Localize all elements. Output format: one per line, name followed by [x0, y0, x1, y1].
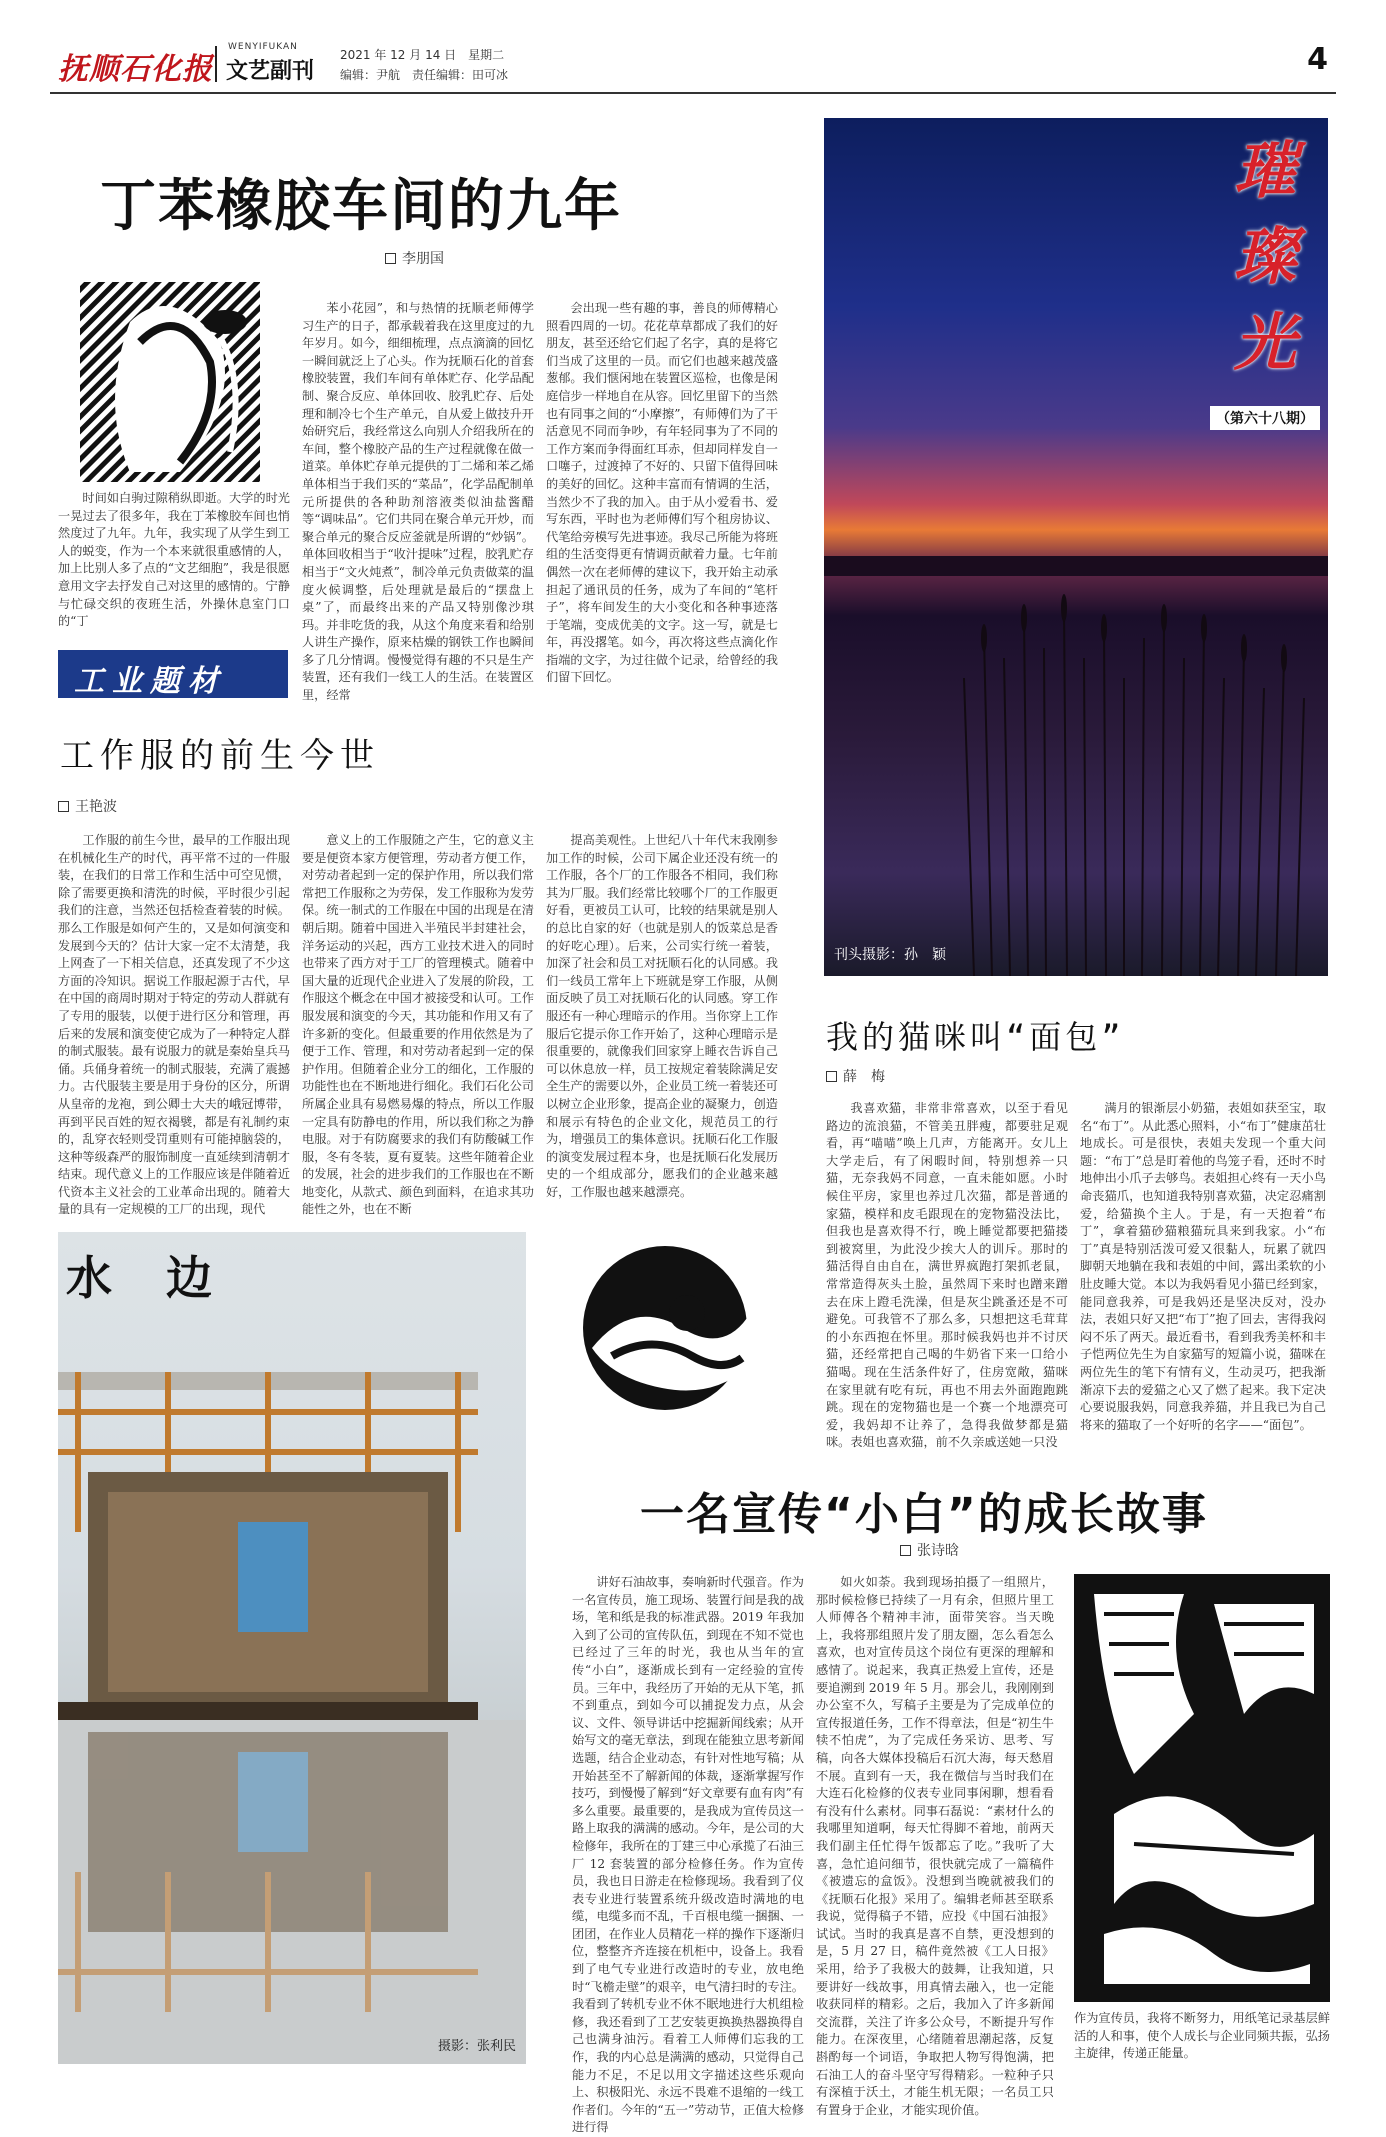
- woodcut-illustration: [70, 282, 270, 487]
- article2-column-2: 意义上的工作服随之产生，它的意义主要是便资本家方便管理，劳动者方便工作，对劳动者起到一定的保护作用，所以我们常常把工作服称之为劳保，发工作服称为发劳保。统一制式的工作服在中国的出现是在清朝后期。随着中国进入半殖民半封建社会，洋务运动的兴起，西方工业技术进入的同时也带来了西方对于工厂的管理模式。随着中国大量的近现代企业进入了发展的阶段，工作服这个概念在中国才被接受和认可。工作服发展和演变的今天，其功能和作用又有了许多新的变化。但最重要的作用依然是为了便于工作、管理，和对劳动者起到一定的保护作用。但随着企业分工的细化，工作服的功能性也在不断地进行细化。我们石化公司所属企业具有易燃易爆的特点，所以工作服一定具有防静电的作用，所以我们称之为静电服。对于有防腐要求的我们有防酸碱工作服，冬有冬装，夏有夏装。这些年随着企业的发展，社会的进步我们的工作服也在不断地变化，从款式、颜色到面料，在追求其功能性之外，也在不断: [302, 833, 534, 1217]
- column-brand-text: 工业题材: [74, 664, 226, 699]
- worker-woodcut-graphic: [1074, 1574, 1330, 2002]
- waterside-photo: [58, 1232, 526, 2064]
- column-brand-banner: [58, 650, 288, 698]
- article4-column-1: 讲好石油故事，奏响新时代强音。作为一名宣传员，施工现场、装置行间是我的战场，笔和纸是我的标准武器。2019 年我加入到了公司的宣传队伍，到现在不知不觉也已经过了三年的时光，我也从当年的宣传“小白”，逐渐成长到有一定经验的宣传员。三年中，我经历了开始的无从下笔，抓不到重点，到如今可以捕捉发力点，从会议、文件、领导讲话中挖掘新闻线索；从开始写文的毫无章法，到现在能独立思考新闻选题，结合企业动态，有针对性地写稿；从开始甚至不了解新闻的体裁，逐渐掌握写作技巧，到慢慢了解到“好文章要有血有肉”有多么重要。最重要的，是我成为宣传员这一路上取我的满满的感动。今年，是公司的大检修年，我所在的丁建三中心承揽了石油三厂 12 套装置的部分检修任务。作为宣传员，我也日日游走在检修现场。我看到了仪表专业进行装置系统升级改造时满地的电缆，电缆多而不乱，千百根电缆一捆捆、一团团，在作业人员精花一样的操作下逐渐归位，整整齐齐连接在机柜中，设备上。我看到了电气专业进行改造时的专业，放电绝时“飞檐走壁”的艰辛，电气清扫时的专注。我看到了转机专业不休不眠地进行大机组检修，我还看到了工艺安装更换换热器换得自己也满身油污。看着工人师傅们忘我的工作，我的内心总是满满的感动，只觉得自己能力不足，不足以用文字描述这些乐观向上、积极阳光、永远不畏难不退缩的一线工作者们。今年的“五一”劳动节，正值大检修进行得: [572, 1575, 804, 2135]
- byline-box-icon: [826, 1071, 837, 1082]
- photo-top-credit: 刊头摄影：孙 颖: [834, 947, 946, 963]
- article3-author: 薛 梅: [843, 1069, 885, 1085]
- article4-title: 一名宣传“小白”的成长故事: [640, 1489, 1208, 1540]
- article4-column-3: 作为宣传员，我将不断努力，用纸笔记录基层鲜活的人和事，使个人成长与企业同频共振，弘扬主旋律，传递正能量。: [1074, 2011, 1330, 2061]
- masthead-rule: [50, 92, 1336, 94]
- article2-column-3: 提高美观性。上世纪八十年代末我刚参加工作的时候，公司下属企业还没有统一的工作服，各个厂的工作服各不相同，我们称其为厂服。我们经常比较哪个厂的工作服更好看，更被员工认可，比较的结果就是别人的总比自家的好（也就是别人的饭菜总是香的好吃心理）。后来，公司实行统一着装，加深了社会和员工对抚顺石化的认同感。我们一线员工常年上下班就是穿工作服，从侧面反映了员工对抚顺石化的认同感。穿工作服还有一种心理暗示的作用。当你穿上工作服后它提示你工作开始了，这种心理暗示是很重要的，就像我们回家穿上睡衣告诉自己可以休息放一样，员工按规定着装除满足安全生产的需要以外，企业员工统一着装还可以树立企业形象，提高企业的凝聚力，创造和展示有特色的企业文化，规范员工的行为，增强员工的集体意识。抚顺石化工作服的演变发展过程本身，也是抚顺石化发展历史的一个组成部分，愿我们的企业越来越好，工作服也越来越漂亮。: [546, 833, 778, 1199]
- photo-title-art: 璀璨光: [1234, 134, 1297, 379]
- page-number: 4: [1307, 42, 1328, 77]
- masthead: [50, 40, 1336, 90]
- article1-column-1: 苯小花园”，和与热情的抚顺老师傅学习生产的日子，都承载着我在这里度过的九年岁月。如今，细细梳理，点点滴滴的回忆一瞬间就泛上了心头。作为抚顺石化的首套橡胶装置，我们车间有单体贮存、化学品配制、聚合反应、单体回收、胶乳贮存、后处理和制冷七个生产单元，自从爱上做技升开始研究后，我经常这么向别人介绍我所在的车间，整个橡胶产品的生产过程就像在做一道菜。单体贮存单元提供的丁二烯和苯乙烯单体相当于我们买的“菜品”，化学品配制单元所提供的各种助剂溶液类似油盐酱醋等“调味品”。它们共同在聚合单元开炒，而聚合单元的聚合反应釜就是所谓的“炒锅”。单体回收相当于“收汁提味”过程，胶乳贮存相当于“文火炖煮”，制冷单元负责做菜的温度火候调整，后处理就是最后的“摆盘上桌”了，而最终出来的产品又特别像沙琪玛。并非吃货的我，从这个角度来看和给别人讲生产操作，原来枯燥的钢铁工作也瞬间多了几分情调。慢慢觉得有趣的不只是生产装置，还有我们一线工人的生活。在装置区里，经常: [302, 301, 534, 703]
- article1-column-2: 会出现一些有趣的事，善良的师傅精心照看四周的一切。花花草草都成了我们的好朋友，甚至还给它们起了名字，真的是将它们当成了这里的一员。而它们也越来越茂盛葱郁。我们惬闲地在装置区巡检，也像是闲庭信步一样地自在从容。回忆里留下的当然也有同事之间的“小摩擦”，有师傅们为了干活意见不同而争吵，有年轻同事为了不同的工作方案而争得面红耳赤，但却同样发自一口噻子，过渡掉了不好的、只留下值得回味的美好的回忆。这种丰富而有情调的生活，当然少不了我的加入。由于从小爱看书、爱写东西，平时也为老师傅们写个租房协议、代笔给旁模写先进事迹。我尽己所能为将班组的生活变得更有情调贡献着力量。七年前偶然一次在老师傅的建议下，我开始主动承担起了通讯员的任务，成为了车间的“笔杆子”，将车间发生的大小变化和各种事迹落于笔端，变成优美的文字。这一写，就是七年，再没撂笔。如今，再次将这些点滴化作指端的文字，为过往做个记录，给曾经的我们留下回忆。: [546, 301, 778, 685]
- editors: 编辑：尹航 责任编辑：田可冰: [340, 68, 509, 82]
- masthead-logo: 抚顺石化报: [58, 52, 213, 87]
- photo-issue-label: （第六十八期）: [1210, 406, 1320, 430]
- article1-author: 李朋国: [402, 251, 444, 267]
- article2-title: 工作服的前生今世: [60, 736, 380, 776]
- article2-column-1: 工作服的前生今世，最早的工作服出现在机械化生产的时代，再平常不过的一件服装，在我们的日常工作和生活中可空见惯，除了需要更换和清洗的时候，平时很少引起我们的注意，当然还包括检查着装的时候。那么工作服是如何产生的，又是如何演变和发展到今天的？估计大家一定不太清楚，我上网查了一下相关信息，还真发现了不少这方面的冷知识。据说工作服起源于古代，早在中国的商周时期对于特定的劳动人群就有了专用的服装，以便于进行区分和管理，再后来的发展和演变使它成为了一种特定人群的制式服装。最有说服力的就是秦始皇兵马俑。兵俑身着统一的制式服装，充满了震撼力。古代服装主要是用于身份的区分，所谓从皇帝的龙袍，到公卿士大夫的峨冠博带，再到平民百姓的短衣褐襞，都是有礼制约束的，乱穿衣轻则受罚重则有可能掉脑袋的，这种等级森严的服饰制度一直延续到清朝才结束。现代意义上的工作服应该是伴随着近代资本主义社会的工业革命出现的。随着大量的具有一定规模的工厂的出现，现代: [58, 833, 290, 1217]
- sunset-photo: [824, 118, 1328, 976]
- masthead-divider: [215, 46, 217, 82]
- article1-title: 丁苯橡胶车间的九年: [100, 174, 622, 239]
- article3-title: 我的猫咪叫“面包”: [826, 1018, 1125, 1056]
- byline-box-icon: [385, 253, 396, 264]
- byline-box-icon: [900, 1545, 911, 1556]
- article3-byline: [826, 1066, 885, 1086]
- photo-bottom-title: 水 边: [66, 1251, 216, 1305]
- article3-column-2: 满月的银渐层小奶猫，表姐如获至宝，取名“布丁”。从此悉心照料，小“布丁”健康茁壮地成长。可是很快，表姐夫发现一个重大问题：“布丁”总是盯着他的鸟笼子看，还时不时地伸出小爪子去够鸟。表姐担心终有一天小鸟命丧猫爪，也知道我特别喜欢猫，决定忍痛割爱，给猫换个主人。于是，有一天抱着“布丁”，拿着猫砂猫粮猫玩具来到我家。小“布丁”真是特别活泼可爱又很黏人，玩累了就四脚朝天地躺在我和表姐的中间，露出柔软的小肚皮睡大觉。本以为我妈看见小猫已经到家，能同意我养，可是我妈还是坚决反对，没办法，表姐只好又把“布丁”抱了回去，害得我闷闷不乐了两天。最近看书，看到我秀美杯和丰子恺两位先生为自家猫写的短篇小说，猫咪在两位先生的笔下有情有义，生动灵巧，把我渐渐凉下去的爱猫之心又了燃了起来。我下定决心要说服我妈，同意我养猫，并且我已为自己将来的猫取了一个好听的名字——“面包”。: [1080, 1101, 1326, 1432]
- worker-woodcut: [1074, 1574, 1330, 2002]
- article4-byline: [900, 1540, 959, 1560]
- cat-illustration: [572, 1238, 758, 1418]
- article4-author: 张诗晗: [917, 1543, 959, 1559]
- article2-byline: [58, 796, 117, 816]
- pier-graphic: [58, 1232, 526, 2064]
- byline-box-icon: [58, 801, 69, 812]
- article2-author: 王艳波: [75, 799, 117, 815]
- issue-date: 2021 年 12 月 14 日 星期二: [340, 48, 505, 62]
- article4-column-2: 如火如荼。我到现场拍摄了一组照片，那时候检修已持续了一月有余，但照片里工人师傅各个精神丰沛，面带笑容。当天晚上，我将那组照片发了朋友圈，怎么看怎么喜欢，也对宣传员这个岗位有更深的理解和感情了。说起来，我真正热爱上宣传，还是要追溯到 2019 年 5 月。那会儿，我刚刚到办公室不久，写稿子主要是为了完成单位的宣传报道任务，工作不得章法，但是“初生牛犊不怕虎”，为了完成任务采访、思考、写稿，向各大媒体投稿后石沉大海，每天愁眉不展。直到有一天，我在微信与当时我们在大连石化检修的仪表专业同事闲聊，想看看有没有什么素材。同事石磊说：“素材什么的我哪里知道啊，每天忙得脚不着地，前两天我们副主任忙得午饭都忘了吃。”我听了大喜，急忙追问细节，很快就完成了一篇稿件《被遗忘的盒饭》。没想到当晚就被我们的《抚顺石化报》采用了。编辑老师甚至联系我说，觉得稿子不错，应投《中国石油报》试试。当时的我真是喜不自禁，更没想到的是，5 月 27 日，稿件竟然被《工人日报》采用，给予了我极大的鼓舞，让我知道，只要讲好一线故事，用真情去融入，也一定能收获同样的精彩。之后，我加入了许多新闻交流群，关注了许多公众号，不断提升写作能力。在深夜里，心绪随着思潮起落，反复斟酌每一个词语，争取把人物写得饱满，把石油工人的奋斗坚守写得精彩。一粒种子只有深植于沃土，才能生机无限；一名员工只有置身于企业，才能实现价值。: [816, 1575, 1054, 2117]
- woodcut-stripes-graphic: [70, 282, 270, 487]
- section-title: 文艺副刊: [226, 59, 315, 84]
- cat-graphic: [572, 1238, 758, 1418]
- article1-byline: [385, 248, 444, 268]
- article3-column-1: 我喜欢猫，非常非常喜欢，以至于看见路边的流浪猫，不管美丑胖瘦，都要驻足观看，再“喵喵”唤上几声，方能离开。女儿上大学走后，有了闲暇时间，特别想养一只猫，无奈我妈不同意，一直未能如愿。小时候住平房，家里也养过几次猫，都是普通的家猫，模样和皮毛跟现在的宠物猫没法比，但我也是喜欢得不行，晚上睡觉都要把猫搂到被窝里，为此没少挨大人的训斥。那时的猫活得自由自在，满世界疯跑打架抓老鼠，常常造得灰头土脸，虽然周下来时也蹭来蹭去在床上蹬毛洗澡，但是灰尘跳蚤还是不可避免。可我管不了那么多，只想把这毛茸茸的小东西抱在怀里。那时候我妈也并不讨厌猫，还经常把自己喝的牛奶省下来一口给小猫喝。现在生活条件好了，住房宽敞，猫咪在家里就有吃有玩，再也不用去外面跑跑跳跳。现在的宠物猫也是一个赛一个地漂亮可爱，我妈却不让养了，急得我做梦都是猫咪。表姐也喜欢猫，前不久亲戚送她一只没: [826, 1101, 1068, 1450]
- masthead-pinyin: WENYIFUKAN: [228, 42, 298, 52]
- photo-bottom-credit: 摄影：张利民: [437, 2039, 516, 2054]
- article1-intro: 时间如白驹过隙稍纵即逝。大学的时光一晃过去了很多年，我在丁苯橡胶车间也悄然度过了九年。九年，我实现了从学生到工人的蜕变，作为一个本来就很重感情的人，加上比别人多了点的“文艺细胞”，我是很愿意用文字去抒发自己对这里的感情的。宁静与忙碌交织的夜班生活，外操休息室门口的“丁: [58, 491, 290, 629]
